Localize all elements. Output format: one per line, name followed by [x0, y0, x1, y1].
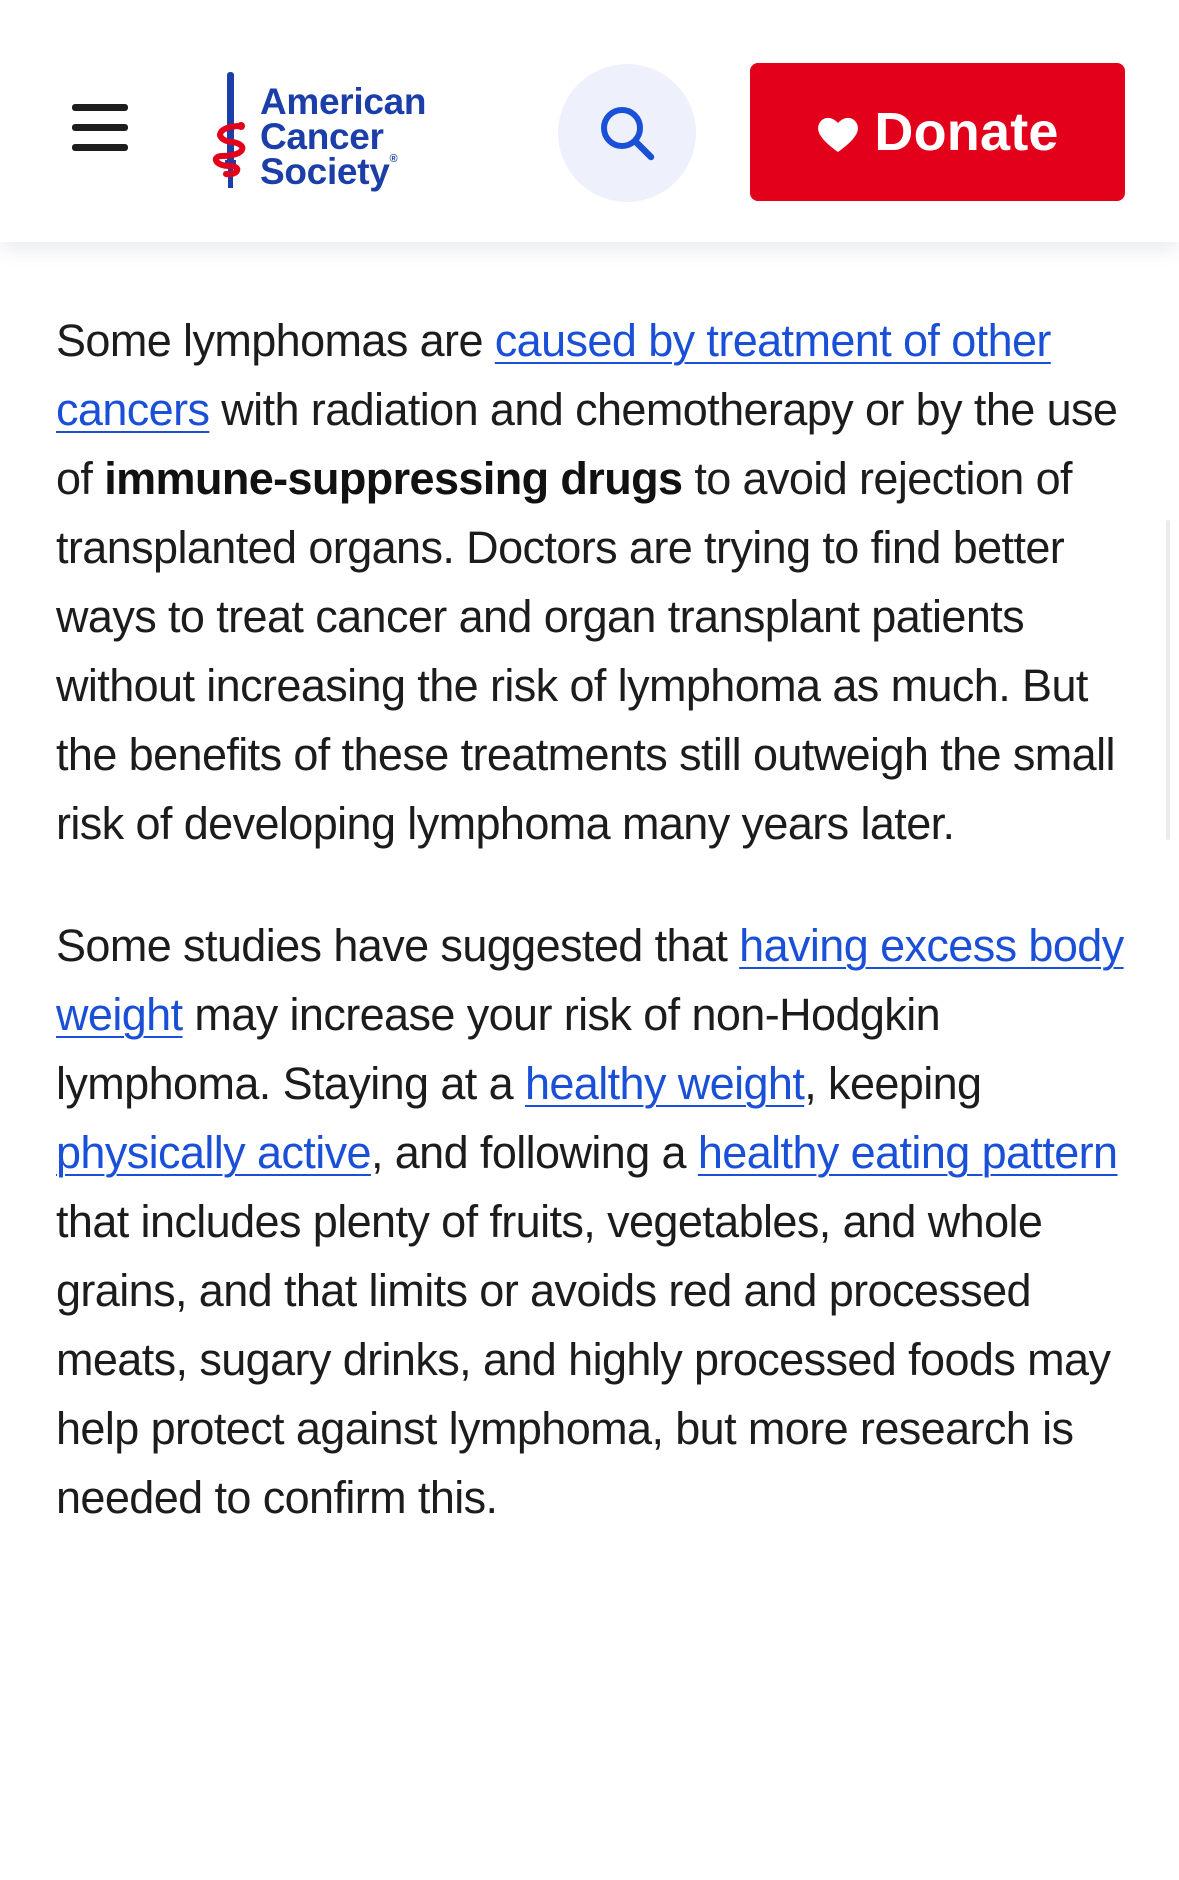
bold-immune-suppressing-drugs: immune-suppressing drugs: [104, 453, 683, 504]
acs-logo[interactable]: [208, 70, 478, 195]
scrollbar[interactable]: [1166, 520, 1170, 840]
logo-line-american: American: [260, 81, 427, 122]
link-physically-active[interactable]: physically active: [56, 1127, 371, 1178]
menu-bar: [72, 124, 128, 131]
donate-label: Donate: [874, 102, 1059, 162]
heart-icon: [816, 114, 860, 154]
link-excess-body-weight[interactable]: having excess body weight: [56, 920, 1124, 1040]
menu-bar: [72, 104, 128, 111]
menu-bar: [72, 144, 128, 151]
text-span: , and following a: [370, 1127, 698, 1178]
logo-line-cancer: Cancer: [260, 116, 384, 157]
site-header: [0, 0, 1179, 242]
text-span: Some studies have suggested that: [56, 920, 740, 971]
hamburger-menu-icon[interactable]: [64, 98, 134, 158]
donate-button[interactable]: [750, 63, 1125, 201]
text-span: Some lymphomas are: [56, 315, 495, 366]
sword-caduceus-icon: [208, 70, 254, 195]
logo-line-society: [260, 151, 426, 192]
text-span: with radiation and chemotherapy or by the use of: [56, 384, 1118, 504]
text-span: to avoid rejection of transplanted organs. Doctors are trying to find better ways to treat cancer and organ transplant patients without increasing the risk of lymphoma as much. But the benefits of these treatments still outweigh the small risk of developing lymphoma many years later.: [56, 453, 1115, 849]
text-span: , keeping: [804, 1058, 982, 1109]
paragraph-body-weight-risk: [56, 911, 1126, 1532]
logo-wordmark: [260, 81, 427, 192]
registered-mark: ®: [389, 153, 398, 165]
paragraph-lymphoma-treatment-causes: [56, 306, 1126, 858]
link-healthy-weight[interactable]: healthy weight: [524, 1058, 805, 1109]
link-healthy-eating-pattern[interactable]: healthy eating pattern: [697, 1127, 1118, 1178]
article-body: [56, 306, 1126, 1532]
search-icon: [597, 103, 657, 163]
text-span: may increase your risk of non-Hodgkin lymphoma. Staying at a: [56, 989, 941, 1109]
search-button[interactable]: [558, 64, 696, 202]
logo-word-society: Society: [260, 151, 390, 192]
text-span: that includes plenty of fruits, vegetables, and whole grains, and that limits or avoids red and processed meats, sugary drinks, and highly processed foods may help protect against lymphoma, but more research is needed to confirm this.: [56, 1196, 1111, 1523]
link-caused-by-treatment[interactable]: caused by treatment of other cancers: [56, 315, 1051, 435]
